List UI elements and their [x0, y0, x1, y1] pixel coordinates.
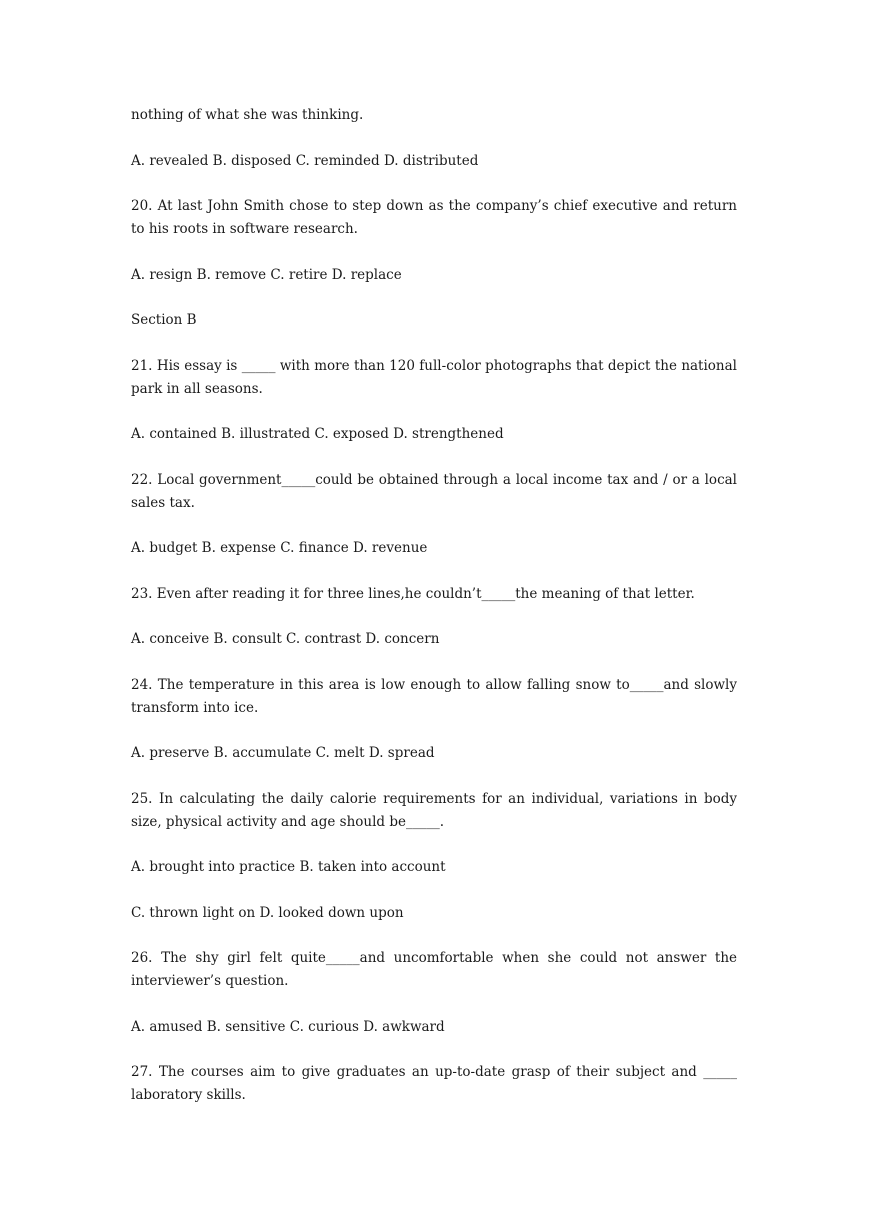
question-23: 23. Even after reading it for three lines,he couldn’t_____the meaning of that letter.	[131, 585, 695, 602]
question-23-options: A. conceive B. consult C. contrast D. concern	[131, 631, 440, 647]
question-21-options: A. contained B. illustrated C. exposed D. strengthened	[131, 426, 504, 442]
question-19-options: A. revealed B. disposed C. reminded D. distributed	[131, 152, 479, 169]
question-24-options: A. preserve B. accumulate C. melt D. spread	[131, 745, 435, 761]
question-20-options: A. resign B. remove C. retire D. replace	[131, 266, 402, 283]
question-26-options: A. amused B. sensitive C. curious D. awkward	[131, 1018, 445, 1035]
question-21: 21. His essay is _____ with more than 120 full-color photographs that depict the national park in all seasons.	[131, 357, 737, 397]
question-25-options-ab: A. brought into practice B. taken into account	[131, 859, 446, 875]
question-19-continuation: nothing of what she was thinking.	[131, 107, 364, 123]
question-20: 20. At last John Smith chose to step down as the company’s chief executive and return to his roots in software research.	[131, 198, 737, 237]
document-page	[131, 104, 737, 1107]
question-25-options-cd: C. thrown light on D. looked down upon	[131, 904, 404, 921]
question-22-options: A. budget B. expense C. finance D. revenue	[131, 540, 428, 556]
question-26: 26. The shy girl felt quite_____and uncomfortable when she could not answer the interviewer’s question.	[131, 950, 737, 989]
section-heading: Section B	[131, 312, 197, 328]
question-27: 27. The courses aim to give graduates an up-to-date grasp of their subject and _____ laboratory skills.	[131, 1064, 737, 1103]
question-24: 24. The temperature in this area is low enough to allow falling snow to_____and slowly transform into ice.	[131, 676, 737, 716]
question-22: 22. Local government_____could be obtained through a local income tax and / or a local sales tax.	[131, 471, 737, 511]
question-25: 25. In calculating the daily calorie requirements for an individual, variations in body size, physical activity and age should be_____.	[131, 790, 737, 830]
